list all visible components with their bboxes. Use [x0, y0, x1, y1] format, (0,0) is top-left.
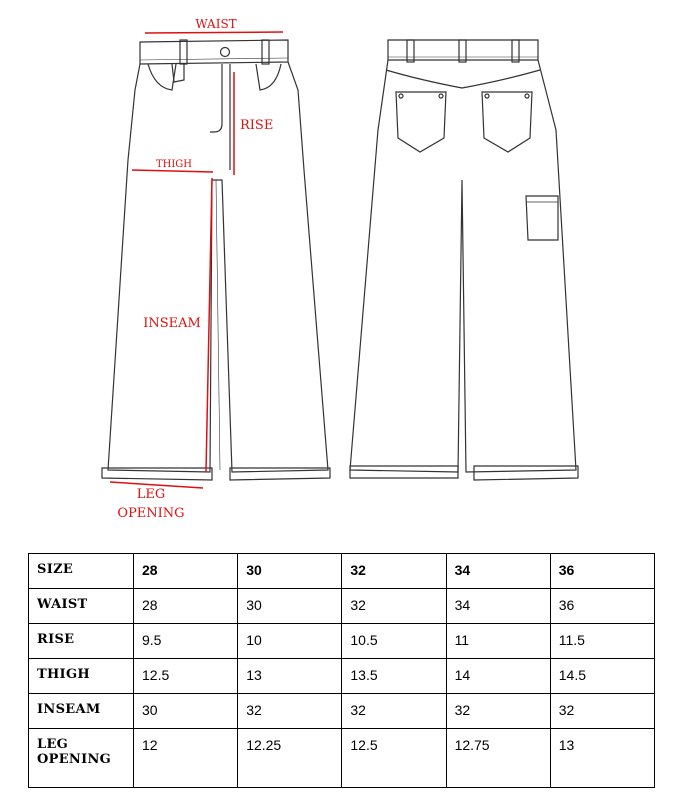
- table-cell: 12.75: [446, 729, 550, 788]
- row-label-waist: WAIST: [29, 589, 134, 624]
- table-cell: 32: [238, 694, 342, 729]
- table-row-rise: [29, 624, 655, 659]
- row-label-inseam: INSEAM: [29, 694, 134, 729]
- table-cell: 12.5: [134, 659, 238, 694]
- size-chart-table: [28, 553, 655, 788]
- table-cell: 12.5: [342, 729, 446, 788]
- table-cell: 32: [446, 694, 550, 729]
- table-cell: 32: [342, 694, 446, 729]
- table-row-waist: [29, 589, 655, 624]
- inseam-label: INSEAM: [143, 316, 201, 331]
- table-cell: 30: [134, 694, 238, 729]
- table-cell: 10.5: [342, 624, 446, 659]
- table-cell: 32: [342, 589, 446, 624]
- size-cell: 30: [238, 554, 342, 589]
- table-cell: 30: [238, 589, 342, 624]
- pants-front-illustration: [102, 40, 330, 480]
- table-row-thigh: [29, 659, 655, 694]
- table-cell: 11.5: [550, 624, 654, 659]
- row-label-size: SIZE: [29, 554, 134, 589]
- table-cell: 12.25: [238, 729, 342, 788]
- rise-label: RISE: [240, 118, 274, 133]
- leg-opening-label-line2: OPENING: [117, 506, 185, 521]
- row-label-leg-opening-line1: LEG: [37, 737, 69, 752]
- measure-lines: [110, 32, 283, 488]
- table-cell: 11: [446, 624, 550, 659]
- table-cell: 13: [238, 659, 342, 694]
- thigh-label: THIGH: [155, 159, 193, 170]
- table-cell: 32: [550, 694, 654, 729]
- pants-back-illustration: [350, 40, 578, 480]
- table-cell: 13.5: [342, 659, 446, 694]
- waist-label: WAIST: [195, 17, 237, 31]
- table-cell: 12: [134, 729, 238, 788]
- table-row-size: [29, 554, 655, 589]
- size-cell: 34: [446, 554, 550, 589]
- row-label-leg-opening-line2: OPENING: [37, 752, 112, 767]
- table-cell: 36: [550, 589, 654, 624]
- size-cell: 36: [550, 554, 654, 589]
- size-cell: 32: [342, 554, 446, 589]
- table-cell: 34: [446, 589, 550, 624]
- leg-opening-label-line1: LEG: [136, 487, 166, 502]
- table-cell: 10: [238, 624, 342, 659]
- table-cell: 28: [134, 589, 238, 624]
- row-label-rise: RISE: [29, 624, 134, 659]
- table-row-leg-opening: [29, 729, 655, 788]
- size-cell: 28: [134, 554, 238, 589]
- table-row-inseam: [29, 694, 655, 729]
- row-label-thigh: THIGH: [29, 659, 134, 694]
- table-cell: 9.5: [134, 624, 238, 659]
- row-label-leg-opening: [29, 729, 134, 788]
- table-cell: 14.5: [550, 659, 654, 694]
- table-cell: 14: [446, 659, 550, 694]
- table-cell: 13: [550, 729, 654, 788]
